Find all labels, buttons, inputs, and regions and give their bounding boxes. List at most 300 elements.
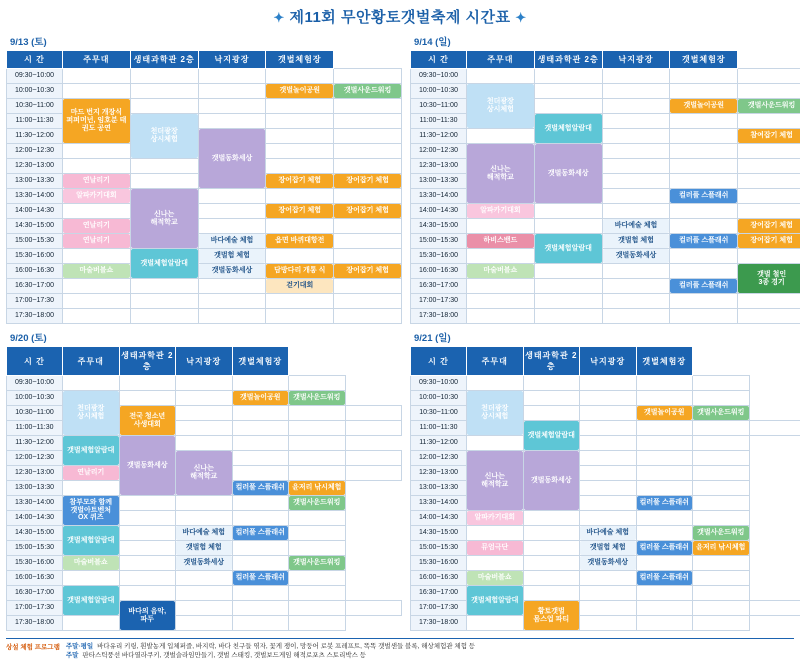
empty-cell: [176, 571, 233, 586]
event-cell[interactable]: [63, 189, 131, 204]
column-header: 주무대: [467, 347, 524, 376]
empty-cell: [198, 219, 266, 234]
event-cell[interactable]: [198, 264, 266, 279]
empty-cell: [176, 406, 233, 421]
event-cell[interactable]: [63, 556, 120, 571]
event-label: 갯벌 철인 3종 경기: [738, 264, 800, 293]
empty-cell: [467, 279, 535, 294]
event-cell[interactable]: [63, 436, 120, 466]
day-label: 9/13 (토): [6, 32, 402, 50]
empty-cell: [738, 114, 800, 129]
empty-cell: [176, 376, 233, 391]
empty-cell: [63, 159, 131, 174]
event-label: 장어잡기 체험: [738, 219, 800, 233]
event-cell[interactable]: [198, 249, 266, 264]
event-cell[interactable]: [289, 496, 346, 511]
event-label: 장어잡기 체험: [266, 204, 333, 218]
event-label: 담방다리 개통 식: [266, 264, 333, 278]
empty-cell: [130, 309, 198, 324]
event-cell[interactable]: [523, 601, 580, 631]
table-row: [411, 526, 800, 541]
empty-cell: [467, 219, 535, 234]
empty-cell: [266, 144, 334, 159]
day-block: [4, 328, 404, 635]
empty-cell: [176, 496, 233, 511]
empty-cell: [63, 294, 131, 309]
event-cell[interactable]: [289, 556, 346, 571]
event-cell[interactable]: [289, 481, 346, 496]
event-cell[interactable]: [670, 234, 738, 249]
day-block: [408, 328, 800, 635]
event-cell[interactable]: [130, 249, 198, 279]
time-cell: 14:30~15:00: [7, 526, 63, 541]
event-label: 갯벌체험알람대: [63, 526, 119, 555]
event-cell[interactable]: [467, 451, 524, 511]
empty-cell: [602, 114, 670, 129]
time-cell: 14:00~14:30: [411, 204, 467, 219]
event-cell[interactable]: [63, 526, 120, 556]
empty-cell: [334, 99, 402, 114]
empty-cell: [289, 616, 346, 631]
empty-cell: [334, 309, 402, 324]
event-cell[interactable]: [636, 496, 693, 511]
event-cell[interactable]: [63, 99, 131, 144]
event-cell[interactable]: [266, 84, 334, 99]
empty-cell: [523, 556, 580, 571]
legend-key: 주말: [66, 651, 79, 660]
time-cell: 11:30~12:00: [7, 436, 63, 451]
table-row: [7, 189, 402, 204]
event-cell[interactable]: [266, 204, 334, 219]
empty-cell: [345, 451, 402, 466]
event-cell[interactable]: [334, 84, 402, 99]
legend: [6, 638, 794, 661]
event-label: 갯벌동화세상: [199, 129, 266, 188]
time-cell: 16:30~17:00: [7, 279, 63, 294]
event-label: 갯벌체험알람대: [467, 586, 523, 615]
time-cell: 12:00~12:30: [7, 144, 63, 159]
event-label: 컬러풀 스플래쉬: [670, 279, 737, 293]
table-row: [411, 294, 800, 309]
empty-cell: [266, 159, 334, 174]
event-label: 천더광장 상시체험: [63, 391, 119, 435]
event-cell[interactable]: [693, 406, 750, 421]
event-cell[interactable]: [176, 556, 233, 571]
empty-cell: [670, 219, 738, 234]
empty-cell: [176, 601, 233, 616]
empty-cell: [176, 421, 233, 436]
event-label: 신나는 해적학교: [176, 451, 232, 495]
event-label: 뮤엄극단: [467, 541, 523, 555]
time-cell: 14:30~15:00: [411, 526, 467, 541]
empty-cell: [130, 174, 198, 189]
event-cell[interactable]: [63, 264, 131, 279]
event-cell[interactable]: [738, 129, 800, 144]
event-label: 알파카기대회: [467, 204, 534, 218]
empty-cell: [345, 601, 402, 616]
table-row: [7, 376, 402, 391]
empty-cell: [534, 84, 602, 99]
empty-cell: [334, 114, 402, 129]
column-header: 낙지광장: [602, 51, 670, 69]
empty-cell: [176, 616, 233, 631]
event-cell[interactable]: [670, 99, 738, 114]
time-cell: 17:30~18:00: [411, 309, 467, 324]
empty-cell: [334, 189, 402, 204]
event-cell[interactable]: [467, 144, 535, 204]
legend-row: [66, 651, 794, 660]
empty-cell: [523, 376, 580, 391]
event-label: 바다예술 체험: [199, 234, 266, 248]
event-cell[interactable]: [670, 279, 738, 294]
event-cell[interactable]: [232, 481, 289, 496]
event-cell[interactable]: [266, 264, 334, 279]
event-cell[interactable]: [534, 144, 602, 204]
event-cell[interactable]: [738, 264, 800, 294]
event-label: 마술버블쇼: [467, 571, 523, 585]
empty-cell: [176, 511, 233, 526]
event-cell[interactable]: [334, 204, 402, 219]
table-row: [411, 511, 800, 526]
event-cell[interactable]: [467, 391, 524, 436]
empty-cell: [232, 436, 289, 451]
event-cell[interactable]: [467, 586, 524, 616]
event-label: 컬러풀 스플래쉬: [637, 496, 693, 510]
time-cell: 12:30~13:00: [7, 159, 63, 174]
time-cell: 14:00~14:30: [7, 204, 63, 219]
empty-cell: [534, 69, 602, 84]
time-cell: 12:30~13:00: [7, 466, 63, 481]
empty-cell: [334, 249, 402, 264]
event-label: 연날리기: [63, 219, 130, 233]
empty-cell: [63, 616, 120, 631]
empty-cell: [602, 129, 670, 144]
event-cell[interactable]: [266, 174, 334, 189]
empty-cell: [232, 601, 289, 616]
time-cell: 13:30~14:00: [7, 496, 63, 511]
empty-cell: [266, 309, 334, 324]
empty-cell: [198, 204, 266, 219]
time-cell: 14:30~15:00: [411, 219, 467, 234]
event-cell[interactable]: [467, 511, 524, 526]
event-cell[interactable]: [176, 541, 233, 556]
empty-cell: [738, 144, 800, 159]
time-cell: 11:00~11:30: [7, 114, 63, 129]
time-cell: 11:30~12:00: [7, 129, 63, 144]
table-row: [7, 84, 402, 99]
empty-cell: [198, 189, 266, 204]
table-row: [7, 571, 402, 586]
empty-cell: [232, 466, 289, 481]
event-cell[interactable]: [119, 601, 176, 631]
event-cell[interactable]: [232, 391, 289, 406]
empty-cell: [232, 451, 289, 466]
event-cell[interactable]: [534, 114, 602, 144]
empty-cell: [602, 144, 670, 159]
empty-cell: [119, 496, 176, 511]
empty-cell: [749, 421, 800, 436]
empty-cell: [580, 571, 637, 586]
event-label: 장어잡기 체험: [738, 234, 800, 248]
event-label: 컬러풀 스플래쉬: [233, 571, 289, 585]
event-label: 갯벌동화세상: [120, 436, 176, 495]
event-cell[interactable]: [467, 264, 535, 279]
column-header: 생태과학관 2층: [130, 51, 198, 69]
column-header: 갯벌체험장: [636, 347, 693, 376]
table-row: [7, 279, 402, 294]
event-label: 갯벌체험알람대: [63, 436, 119, 465]
empty-cell: [693, 616, 750, 631]
event-cell[interactable]: [467, 541, 524, 556]
event-label: 바다예술 체험: [176, 526, 232, 540]
event-cell[interactable]: [602, 249, 670, 264]
empty-cell: [289, 406, 346, 421]
empty-cell: [198, 99, 266, 114]
event-cell[interactable]: [534, 234, 602, 264]
empty-cell: [467, 616, 524, 631]
event-cell[interactable]: [176, 451, 233, 496]
table-row: [7, 204, 402, 219]
empty-cell: [636, 526, 693, 541]
empty-cell: [693, 496, 750, 511]
event-label: 마술버블쇼: [63, 556, 119, 570]
empty-cell: [602, 174, 670, 189]
empty-cell: [602, 159, 670, 174]
event-label: 갯벌험 체험: [603, 234, 670, 248]
empty-cell: [119, 376, 176, 391]
event-label: 황토갯벌 몸스업 파티: [524, 601, 580, 630]
event-label: 갯벌사운드워킹: [738, 99, 800, 113]
event-cell[interactable]: [636, 571, 693, 586]
empty-cell: [334, 129, 402, 144]
event-cell[interactable]: [176, 526, 233, 541]
empty-cell: [266, 294, 334, 309]
empty-cell: [345, 421, 402, 436]
table-row: [411, 309, 800, 324]
empty-cell: [670, 84, 738, 99]
event-label: 컬러풀 스플래쉬: [233, 481, 289, 495]
event-cell[interactable]: [198, 129, 266, 189]
schedule-table: [6, 346, 402, 631]
empty-cell: [749, 601, 800, 616]
event-cell[interactable]: [738, 99, 800, 114]
event-cell[interactable]: [523, 451, 580, 511]
empty-cell: [670, 174, 738, 189]
schedule-table: [6, 50, 402, 324]
event-cell[interactable]: [693, 526, 750, 541]
event-cell[interactable]: [119, 406, 176, 436]
event-cell[interactable]: [467, 571, 524, 586]
event-cell[interactable]: [266, 234, 334, 249]
table-row: [7, 264, 402, 279]
empty-cell: [198, 294, 266, 309]
empty-cell: [670, 129, 738, 144]
event-cell[interactable]: [232, 526, 289, 541]
column-header: 시 간: [411, 347, 467, 376]
time-cell: 10:00~10:30: [7, 391, 63, 406]
legend-tag: 상설 체험 프로그램: [6, 642, 60, 661]
time-cell: 09:30~10:00: [7, 376, 63, 391]
table-row: [7, 436, 402, 451]
empty-cell: [467, 294, 535, 309]
empty-cell: [670, 69, 738, 84]
empty-cell: [289, 571, 346, 586]
column-header: 주무대: [63, 51, 131, 69]
empty-cell: [63, 309, 131, 324]
event-cell[interactable]: [580, 541, 637, 556]
day-label: 9/14 (일): [410, 32, 800, 50]
time-cell: 13:30~14:00: [411, 496, 467, 511]
empty-cell: [198, 309, 266, 324]
event-cell[interactable]: [580, 526, 637, 541]
event-cell[interactable]: [63, 586, 120, 616]
empty-cell: [693, 391, 750, 406]
event-cell[interactable]: [467, 204, 535, 219]
event-cell[interactable]: [636, 541, 693, 556]
empty-cell: [670, 114, 738, 129]
empty-cell: [580, 466, 637, 481]
event-label: 갯벌동화세상: [535, 144, 602, 203]
legend-body: [66, 642, 794, 661]
time-cell: 13:00~13:30: [411, 174, 467, 189]
event-cell[interactable]: [232, 571, 289, 586]
event-cell[interactable]: [602, 219, 670, 234]
event-cell[interactable]: [523, 421, 580, 451]
event-cell[interactable]: [63, 496, 120, 526]
empty-cell: [534, 279, 602, 294]
time-cell: 17:30~18:00: [7, 309, 63, 324]
event-cell[interactable]: [467, 234, 535, 249]
empty-cell: [636, 586, 693, 601]
empty-cell: [602, 204, 670, 219]
event-label: 읍면 바퀴대항전: [266, 234, 333, 248]
event-label: 연날리기: [63, 234, 130, 248]
empty-cell: [580, 481, 637, 496]
event-label: 윤저리 낚시체험: [693, 541, 749, 555]
empty-cell: [602, 279, 670, 294]
table-row: [411, 556, 800, 571]
event-cell[interactable]: [334, 174, 402, 189]
empty-cell: [467, 526, 524, 541]
event-label: 갯벌동화세상: [176, 556, 232, 570]
time-cell: 10:30~11:00: [7, 406, 63, 421]
event-cell[interactable]: [63, 174, 131, 189]
time-cell: 10:30~11:00: [7, 99, 63, 114]
empty-cell: [119, 571, 176, 586]
event-cell[interactable]: [580, 556, 637, 571]
event-cell[interactable]: [738, 219, 800, 234]
table-row: [7, 391, 402, 406]
event-label: 장어잡기 체험: [334, 204, 401, 218]
empty-cell: [289, 436, 346, 451]
event-cell[interactable]: [693, 541, 750, 556]
time-cell: 17:00~17:30: [7, 294, 63, 309]
event-label: 갯벌체험알람대: [131, 249, 198, 278]
event-label: 걷기대회: [266, 279, 333, 293]
event-label: 참여잡기 체험: [738, 129, 800, 143]
event-cell[interactable]: [63, 234, 131, 249]
event-label: 갯벌사운드워킹: [289, 391, 345, 405]
day-grid: [0, 32, 800, 635]
time-cell: 10:30~11:00: [411, 99, 467, 114]
event-label: 알파카기대회: [63, 189, 130, 203]
empty-cell: [232, 616, 289, 631]
event-label: 마술버블쇼: [467, 264, 534, 278]
event-cell[interactable]: [266, 279, 334, 294]
empty-cell: [119, 391, 176, 406]
event-cell[interactable]: [636, 406, 693, 421]
empty-cell: [63, 144, 131, 159]
event-label: 천더광장 상시체험: [131, 114, 198, 158]
time-cell: 14:00~14:30: [411, 511, 467, 526]
time-cell: 10:30~11:00: [411, 406, 467, 421]
event-cell[interactable]: [334, 264, 402, 279]
event-cell[interactable]: [130, 189, 198, 249]
table-row: [411, 586, 800, 601]
empty-cell: [580, 451, 637, 466]
empty-cell: [467, 69, 535, 84]
empty-cell: [523, 571, 580, 586]
empty-cell: [636, 601, 693, 616]
event-cell[interactable]: [63, 219, 131, 234]
event-cell[interactable]: [602, 234, 670, 249]
empty-cell: [334, 219, 402, 234]
event-label: 갯벌동화세상: [524, 451, 580, 510]
table-row: [411, 249, 800, 264]
table-row: [7, 616, 402, 631]
empty-cell: [523, 541, 580, 556]
day-block: [4, 32, 404, 328]
empty-cell: [119, 556, 176, 571]
time-cell: 11:30~12:00: [411, 436, 467, 451]
event-cell[interactable]: [130, 114, 198, 159]
schedule-table: [410, 346, 800, 631]
table-row: [411, 144, 800, 159]
empty-cell: [334, 144, 402, 159]
event-cell[interactable]: [119, 436, 176, 496]
empty-cell: [232, 556, 289, 571]
empty-cell: [602, 294, 670, 309]
event-label: 갯벌동화세상: [199, 264, 266, 278]
event-cell[interactable]: [738, 234, 800, 249]
day-label: 9/21 (일): [410, 328, 800, 346]
empty-cell: [534, 99, 602, 114]
event-cell[interactable]: [670, 189, 738, 204]
table-row: [7, 526, 402, 541]
event-cell[interactable]: [63, 466, 120, 481]
event-cell[interactable]: [198, 234, 266, 249]
empty-cell: [266, 189, 334, 204]
table-row: [411, 376, 800, 391]
empty-cell: [63, 481, 120, 496]
empty-cell: [636, 421, 693, 436]
empty-cell: [738, 309, 800, 324]
day-block: [408, 32, 800, 328]
empty-cell: [738, 174, 800, 189]
time-cell: 13:00~13:30: [7, 174, 63, 189]
column-header: 갯벌체험장: [670, 51, 738, 69]
event-label: 장어잡기 체험: [334, 264, 401, 278]
event-label: 장어잡기 체험: [266, 174, 333, 188]
event-cell[interactable]: [467, 84, 535, 129]
event-cell[interactable]: [63, 391, 120, 436]
table-row: [411, 436, 800, 451]
time-cell: 16:30~17:00: [411, 279, 467, 294]
empty-cell: [130, 99, 198, 114]
empty-cell: [289, 541, 346, 556]
event-label: 갯벌체험알람대: [524, 421, 580, 450]
event-cell[interactable]: [289, 391, 346, 406]
